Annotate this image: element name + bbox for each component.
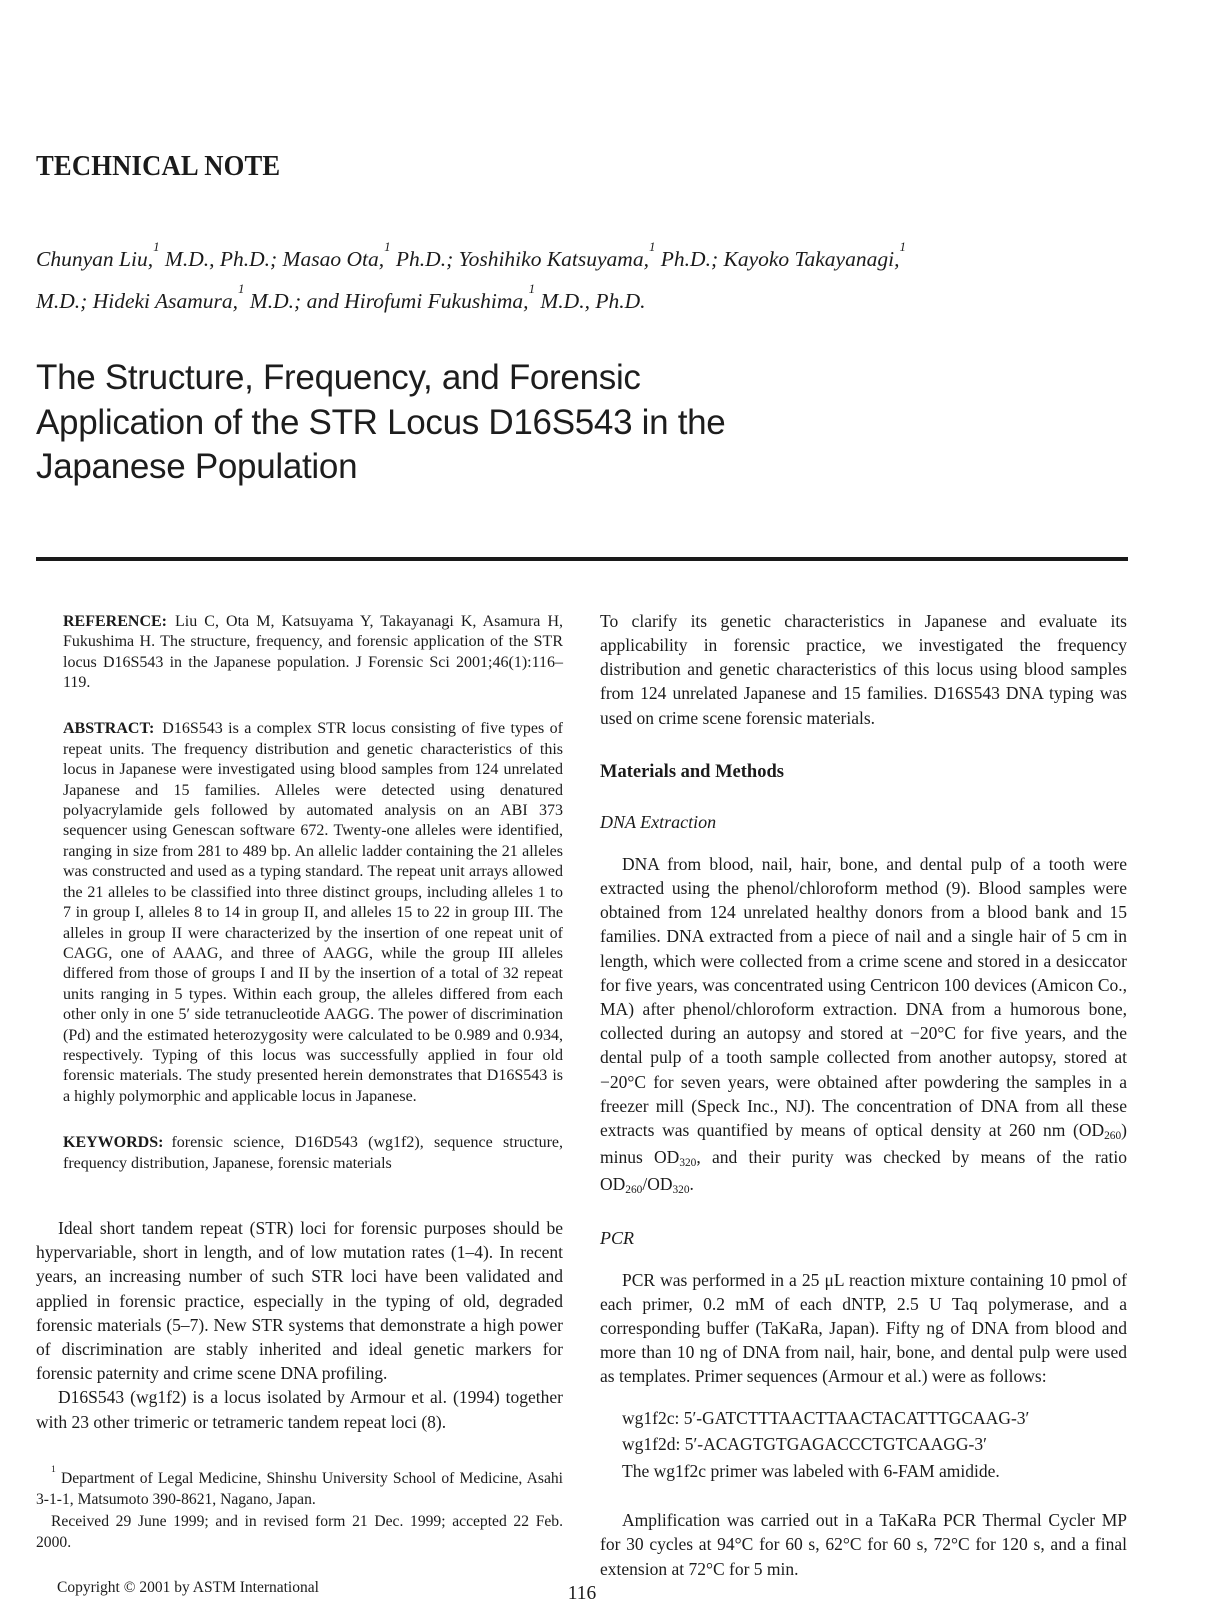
received-footnote: Received 29 June 1999; and in revised form 21 Dec. 1999; accepted 22 Feb. 2000. xyxy=(36,1512,563,1552)
reference-label: REFERENCE: xyxy=(63,612,168,630)
two-column-body xyxy=(36,607,1128,1581)
primer-line-wg1f2d: wg1f2d: 5′-ACAGTGTGAGACCCTGTCAAGG-3′ xyxy=(622,1434,987,1455)
footnote-block xyxy=(36,1464,563,1554)
reference-paragraph xyxy=(36,612,563,694)
abstract-text: D16S543 is a complex STR locus consisting of five types of repeat units. The frequency distribution and genetic characteristics of this locus in Japanese were investigated using blood samples from 124 unrelated Japanese and 15 families. Alleles were detected using denatured polyacrylamide gels followed by automated analysis on an ABI 373 sequencer using Genescan software 672. Twenty-one alleles were identified, ranging in size from 281 to 489 bp. An allelic ladder containing the 21 alleles was constructed and used as a typing standard. The repeat unit arrays allowed the 21 alleles to be classified into three distinct groups, including alleles 1 to 7 in group I, alleles 8 to 14 in group II, and alleles 15 to 22 in group III. The alleles in group II were characterized by the insertion of one repeat unit of CAGG, one of AAAG, and three of AAGG, while the group III alleles differed from those of groups I and II by the insertion of a total of 32 repeat units ranging in 5 types. Within each group, the alleles differed from each other only in one 5′ side tetranucleotide AAGG. The power of discrimination (Pd) and the estimated heterozygosity were calculated to be 0.989 and 0.934, respectively. Typing of this locus was successfully applied in four old forensic materials. The study presented herein demonstrates that D16S543 is a highly polymorphic and applicable locus in Japanese. xyxy=(63,720,563,1105)
authors-block xyxy=(36,236,1111,320)
keywords-text: forensic science, D16D543 (wg1f2), sequence structure, frequency distribution, Japanese, forensic materials xyxy=(63,1134,563,1172)
authors-line-1: Chunyan Liu,$^1$ M.D., Ph.D.; Masao Ota,$^1$ Ph.D.; Yoshihiko Katsuyama,$^1$ Ph.D.; Kayoko Takayanagi,$^1$ xyxy=(36,239,906,272)
authors-line-2: M.D.; Hideki Asamura,$^1$ M.D.; and Hirofumi Fukushima,$^1$ M.D., Ph.D. xyxy=(36,282,646,314)
left-column xyxy=(36,607,563,1581)
pcr-paragraph-1: PCR was performed in a 25 μL reaction mixture containing 10 pmol of each primer, 0.2 mM of each dNTP, 2.5 U Taq polymerase, and a corresponding buffer (TaKaRa, Japan). Fifty ng of DNA from blood and more than 10 ng of DNA from nail, hair, bone, and dental pulp were used as templates. Primer sequences (Armour et al.) were as follows: xyxy=(600,1269,1127,1387)
title-line-2: Application of the STR Locus D16S543 in the xyxy=(36,402,726,442)
continuation-paragraph: To clarify its genetic characteristics in Japanese and evaluate its applicability in forensic practice, we investigated the frequency distribution and genetic characteristics of this locus using blood samples from 124 unrelated Japanese and 15 families. D16S543 DNA typing was used on crime scene forensic materials. xyxy=(600,610,1127,728)
article-title xyxy=(36,356,1128,490)
materials-and-methods-heading: Materials and Methods xyxy=(600,761,784,782)
primer-list xyxy=(622,1405,1127,1485)
intro-paragraph-1: Ideal short tandem repeat (STR) loci for forensic purposes should be hypervariable, short in length, and of low mutation rates (1–4). In recent years, an increasing number of such STR loci have been validated and applied in forensic practice, especially in the typing of old, degraded forensic materials (5–7). New STR systems that demonstrate a high power of discrimination are stably inherited and ideal genetic markers for forensic paternity and crime scene DNA profiling. xyxy=(36,1217,563,1384)
primer-line-wg1f2c: wg1f2c: 5′-GATCTTTAACTTAACTACATTTGCAAG-3′ xyxy=(622,1407,1030,1428)
abstract-paragraph xyxy=(36,719,563,1107)
affiliation-footnote: $^1$ Department of Legal Medicine, Shinshu University School of Medicine, Asahi 3-1-1, Matsumoto 390-8621, Nagano, Japan. xyxy=(36,1463,563,1509)
title-line-1: The Structure, Frequency, and Forensic xyxy=(36,358,641,398)
abstract-label: ABSTRACT: xyxy=(63,720,155,738)
reference-text: Liu C, Ota M, Katsuyama Y, Takayanagi K, Asamura H, Fukushima H. The structure, frequency, and forensic application of the STR locus D16S543 in the Japanese population. J Forensic Sci 2001;46(1):116–119. xyxy=(63,612,563,692)
article-type-heading: TECHNICAL NOTE xyxy=(36,151,281,182)
intro-paragraph-2: D16S543 (wg1f2) is a locus isolated by Armour et al. (1994) together with 23 other trimeric or tetrameric tandem repeat loci (8). xyxy=(36,1387,563,1432)
amplification-paragraph: Amplification was carried out in a TaKaRa PCR Thermal Cycler MP for 30 cycles at 94°C for 60 s, 62°C for 60 s, 72°C for 120 s, and a final extension at 72°C for 5 min. xyxy=(600,1510,1127,1579)
right-column xyxy=(600,607,1127,1581)
page-content xyxy=(36,0,1128,1581)
primer-label-note: The wg1f2c primer was labeled with 6-FAM amidide. xyxy=(622,1460,1000,1481)
pcr-subheading: PCR xyxy=(600,1227,634,1248)
dna-extraction-paragraph: DNA from blood, nail, hair, bone, and dental pulp of a tooth were extracted using the phenol/chloroform method (9). Blood samples were obtained from 124 unrelated healthy donors from a blood bank and 15 families. DNA extracted from a piece of nail and a single hair of 5 cm in length, which were collected from a crime scene and stored in a desiccator for five years, was concentrated using Centricon 100 devices (Amicon Co., MA) after phenol/chloroform extraction. DNA from a humorous bone, collected during an autopsy and stored at −20°C for five years, and the dental pulp of a tooth sample collected from another autopsy, stored at −20°C for seven years, were obtained after powdering the samples in a freezer mill (Speck Inc., NJ). The concentration of DNA from all these extracts was quantified by means of optical density at 260 nm $(OD_{260})$ minus $OD_{320}$, and their purity was checked by means of the ratio $OD_{260}/OD_{320}$. xyxy=(600,853,1128,1197)
title-line-3: Japanese Population xyxy=(36,447,358,487)
keywords-paragraph xyxy=(36,1133,563,1174)
page-number: 116 xyxy=(567,1583,597,1604)
keywords-label: KEYWORDS: xyxy=(63,1134,164,1152)
copyright-notice: Copyright © 2001 by ASTM International xyxy=(57,1579,319,1596)
title-divider-rule xyxy=(36,557,1128,561)
dna-extraction-subheading: DNA Extraction xyxy=(600,811,717,832)
